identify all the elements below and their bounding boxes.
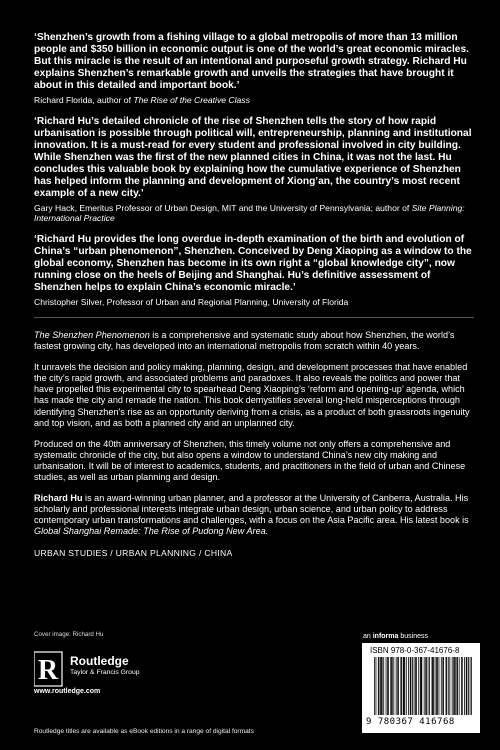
author-bio: [34, 493, 480, 537]
svg-text:R: R: [37, 655, 59, 686]
author-name: Richard Hu: [34, 493, 83, 504]
attribution-text: Christopher Silver, Professor of Urban and Regional Planning, University of Florida: [34, 296, 349, 307]
informa-name: informa: [372, 633, 399, 640]
attribution-text: Richard Florida, author of: [34, 95, 134, 105]
book-title: The Shenzhen Phenomenon: [34, 330, 150, 340]
isbn-label: ISBN 978-0-367-41676-8: [370, 646, 460, 655]
informa-suffix: business: [398, 633, 428, 640]
attribution-text: Gary Hack, Emeritus Professor of Urban Design, MIT and the University of Pennsylvania; author of: [34, 202, 412, 213]
description-text: is a comprehensive and systematic study about how Shenzhen, the world’s fastest growing city, has developed into an international metropolis from scratch within 40 years.: [34, 330, 455, 352]
barcode-digits: 9 780367 416768: [366, 717, 455, 727]
quote-1: ‘Shenzhen’s growth from a fishing village to a global metropolis of more than 13 million people and $350 billion in economic output is one of the world’s great economic miracles. But this miracle is the result of an intentional and purposeful growth strategy. Richard Hu explains Shenzhen’s remarkable growth and unveils the strategies that have brought it about in this detailed and important book.’: [34, 32, 469, 91]
author-bio-text: is an award-winning urban planner, and a professor at the University of Canberra, Australia. His scholarly and professional interests integrate urban design, urban science, and urban policy to address contemporary urban transformations and challenges, with a focus on the Asia Pacific area. His latest book is: [34, 493, 469, 526]
quote-1-attribution: [34, 95, 480, 106]
isbn-barcode: [362, 643, 480, 733]
publisher-website-link[interactable]: www.routledge.com: [34, 688, 101, 695]
quote-2: ‘Richard Hu’s detailed chronicle of the rise of Shenzhen tells the story of how rapid urbanisation is possible through political will, entrepreneurship, planning and institutional innovation. It is a must-read for every student and professional involved in city building. While Shenzhen was the first of the new planned cities in China, it was not the last. Hu concludes this valuable book by explaining how the cumulative experience of Shenzhen has helped inform the planning and development of Xiong’an, the country’s most recent example of a new city.’: [34, 115, 472, 199]
ebook-note: Routledge titles are available as eBook editions in a range of digital formats: [34, 728, 254, 735]
informa-business-label: [363, 633, 428, 640]
publisher-block: [70, 654, 140, 676]
quote-2-attribution: [34, 203, 480, 224]
description-paragraph-3: Produced on the 40th anniversary of Shenzhen, this timely volume not only offers a comprehensive and systematic chronicle of the city, but also opens a window to understand China’s new city making and urbanisation. It will be of interest to academics, students, and practitioners in the field of urban and Chinese studies, as well as urban planning and design.: [34, 438, 466, 483]
cover-image-credit: Cover image: Richard Hu: [34, 631, 104, 638]
barcode-bars-icon: [374, 657, 472, 715]
quote-3-attribution: [34, 297, 480, 308]
cover-content: [34, 32, 480, 558]
description-paragraph-1: [34, 330, 480, 352]
attribution-book-title: Site Planning: International Practice: [34, 202, 465, 223]
attribution-book-title: The Rise of the Creative Class: [133, 95, 250, 105]
informa-prefix: an: [363, 633, 373, 640]
description-paragraph-2: It unravels the decision and policy making, planning, design, and development processes that have enabled the city’s rapid growth, and associated problems and paradoxes. It also reveals the politics and power that have propelled this experimental city to spearhead Deng Xiaoping’s ‘reform and opening-up’ agenda, which has made the city and remade the nation. This book demystifies several long-held misperceptions through identifying Shenzhen’s rise as an opportunity deriving from a crisis, as a product of both grassroots ingenuity and top vision, and as both a planned city and an unplanned city.: [34, 362, 470, 428]
quote-3: ‘Richard Hu provides the long overdue in-depth examination of the birth and evolution of China’s “urban phenomenon”, Shenzhen. Conceived by Deng Xiaoping as a window to the global economy, Shenzhen has become in its own right a “global knowledge city”, now running close on the heels of Beijing and Shanghai. Hu’s definitive assessment of Shenzhen helps to explain China’s economic miracle.’: [34, 233, 472, 293]
author-latest-book: Global Shanghai Remade: The Rise of Pudong New Area.: [34, 526, 269, 537]
section-divider: [34, 317, 474, 318]
subject-categories: URBAN STUDIES / URBAN PLANNING / CHINA: [34, 547, 233, 558]
publisher-group: Taylor & Francis Group: [70, 669, 140, 676]
publisher-name: Routledge: [70, 654, 129, 668]
